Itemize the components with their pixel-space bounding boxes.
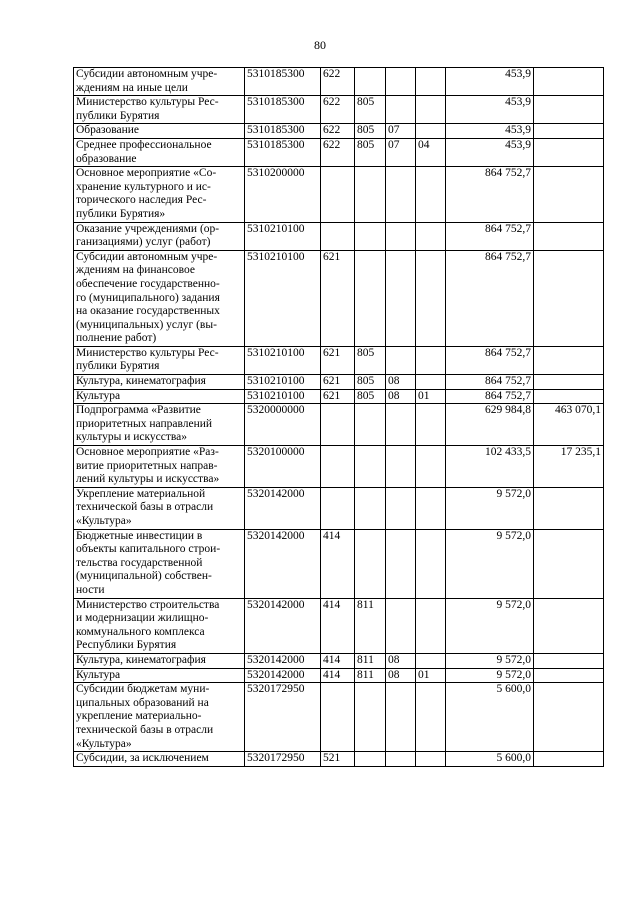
row-name [74, 138, 245, 166]
table-row [74, 68, 604, 96]
table-row [74, 124, 604, 139]
row-name-line: на оказание государственных [76, 305, 220, 318]
row-ministry-code [355, 487, 386, 529]
row-name-line: Образование [76, 124, 140, 137]
row-name [74, 96, 245, 124]
row-name-line: Субсидии бюджетам муни- [76, 683, 210, 696]
table-row [74, 752, 604, 767]
row-amount-2 [534, 683, 604, 752]
table-row [74, 346, 604, 374]
row-section: 08 [386, 668, 416, 683]
row-section: 07 [386, 138, 416, 166]
row-name-line: Субсидии, за исключением [76, 752, 209, 765]
row-name-line: полнение работ) [76, 332, 157, 345]
row-section [386, 167, 416, 222]
table-row [74, 668, 604, 683]
row-amount: 864 752,7 [446, 250, 534, 346]
row-name-line: «Культура» [76, 515, 132, 527]
row-subsection [416, 250, 446, 346]
row-name [74, 404, 245, 446]
row-amount: 629 984,8 [446, 404, 534, 446]
row-code: 5310185300 [245, 124, 321, 139]
row-code: 5310200000 [245, 167, 321, 222]
row-amount: 9 572,0 [446, 668, 534, 683]
table-row [74, 250, 604, 346]
row-amount-2 [534, 653, 604, 668]
row-subsection [416, 752, 446, 767]
row-name-line: Бюджетные инвестиции в [76, 529, 203, 542]
row-ministry-code [355, 446, 386, 488]
row-section [386, 683, 416, 752]
row-code: 5320142000 [245, 487, 321, 529]
row-name-line: Культура [76, 389, 121, 402]
table-row [74, 138, 604, 166]
row-name [74, 346, 245, 374]
row-expense-type: 621 [321, 346, 355, 374]
row-code: 5320142000 [245, 668, 321, 683]
row-section [386, 446, 416, 488]
table-row [74, 375, 604, 390]
row-name-line: и модернизации жилищно- [76, 612, 209, 625]
row-amount: 453,9 [446, 138, 534, 166]
row-name-line: Субсидии автономным учре- [76, 250, 218, 263]
row-code: 5320142000 [245, 529, 321, 598]
row-section [386, 250, 416, 346]
row-code: 5320100000 [245, 446, 321, 488]
row-code: 5310185300 [245, 96, 321, 124]
row-ministry-code [355, 529, 386, 598]
row-section [386, 96, 416, 124]
row-amount-2 [534, 96, 604, 124]
row-name-line: технической базы в отрасли [76, 501, 214, 514]
row-subsection [416, 683, 446, 752]
row-name-line: «Культура» [76, 737, 132, 750]
row-name-line: объекты капитального строи- [76, 543, 221, 556]
row-section: 08 [386, 653, 416, 668]
table-row [74, 683, 604, 752]
row-expense-type: 621 [321, 389, 355, 404]
row-expense-type: 621 [321, 250, 355, 346]
row-subsection [416, 529, 446, 598]
row-section [386, 752, 416, 767]
row-ministry-code [355, 250, 386, 346]
row-name-line: публики Бурятия» [76, 207, 166, 220]
row-expense-type [321, 683, 355, 752]
row-name-line: Культура, кинематография [76, 653, 206, 666]
row-name-line: публики Бурятия [76, 360, 160, 373]
row-amount: 864 752,7 [446, 167, 534, 222]
row-ministry-code [355, 167, 386, 222]
row-subsection [416, 346, 446, 374]
table-row [74, 598, 604, 653]
row-code: 5310210100 [245, 375, 321, 390]
row-expense-type [321, 487, 355, 529]
row-name-line: Основное мероприятие «Со- [76, 167, 217, 180]
row-name-line: Субсидии автономным учре- [76, 68, 218, 80]
row-name [74, 167, 245, 222]
row-name-line: го (муниципального) задания [76, 291, 220, 304]
row-expense-type: 622 [321, 68, 355, 96]
row-subsection [416, 222, 446, 250]
row-amount-2: 17 235,1 [534, 446, 604, 488]
row-name-line: ности [76, 583, 105, 596]
row-name [74, 68, 245, 96]
row-name-line: витие приоритетных направ- [76, 459, 218, 472]
row-name-line: Оказание учреждениями (ор- [76, 222, 220, 235]
row-section: 08 [386, 389, 416, 404]
row-subsection [416, 598, 446, 653]
row-ministry-code: 805 [355, 389, 386, 404]
row-amount: 453,9 [446, 96, 534, 124]
row-code: 5310185300 [245, 138, 321, 166]
row-amount: 864 752,7 [446, 375, 534, 390]
row-subsection [416, 167, 446, 222]
row-name-line: Республики Бурятия [76, 639, 177, 652]
row-code: 5320000000 [245, 404, 321, 446]
row-name-line: укрепление материально- [76, 710, 202, 723]
row-name [74, 487, 245, 529]
row-amount-2 [534, 668, 604, 683]
row-amount: 864 752,7 [446, 346, 534, 374]
row-section [386, 404, 416, 446]
row-amount-2 [534, 346, 604, 374]
row-name-line: ждениям на иные цели [76, 81, 188, 94]
row-code: 5310210100 [245, 250, 321, 346]
row-expense-type [321, 446, 355, 488]
row-amount: 864 752,7 [446, 389, 534, 404]
row-amount-2 [534, 68, 604, 96]
row-amount-2 [534, 250, 604, 346]
row-subsection [416, 404, 446, 446]
row-amount-2 [534, 487, 604, 529]
row-section [386, 529, 416, 598]
row-amount-2 [534, 124, 604, 139]
row-name [74, 250, 245, 346]
row-name-line: публики Бурятия [76, 109, 160, 122]
row-code: 5320142000 [245, 653, 321, 668]
row-name [74, 124, 245, 139]
table-row [74, 222, 604, 250]
row-amount: 453,9 [446, 124, 534, 139]
row-amount-2 [534, 167, 604, 222]
table-row [74, 487, 604, 529]
row-name [74, 446, 245, 488]
row-name-line: Основное мероприятие «Раз- [76, 446, 219, 459]
row-ministry-code [355, 68, 386, 96]
row-ministry-code [355, 683, 386, 752]
row-section [386, 222, 416, 250]
table-row [74, 389, 604, 404]
row-amount: 9 572,0 [446, 487, 534, 529]
row-amount: 9 572,0 [446, 598, 534, 653]
row-amount-2 [534, 598, 604, 653]
row-name-line: (муниципальных) услуг (вы- [76, 318, 217, 331]
row-expense-type: 521 [321, 752, 355, 767]
row-subsection [416, 124, 446, 139]
row-name-line: Подпрограмма «Развитие [76, 404, 201, 417]
row-code: 5310210100 [245, 346, 321, 374]
row-name-line: (муниципальной) собствен- [76, 570, 212, 583]
row-code: 5310185300 [245, 68, 321, 96]
budget-table [73, 67, 604, 767]
row-subsection: 04 [416, 138, 446, 166]
row-code: 5320172950 [245, 683, 321, 752]
row-subsection [416, 487, 446, 529]
row-name [74, 598, 245, 653]
row-amount: 9 572,0 [446, 529, 534, 598]
row-name-line: культуры и искусства» [76, 431, 188, 444]
row-ministry-code [355, 222, 386, 250]
table-row [74, 653, 604, 668]
row-ministry-code: 811 [355, 668, 386, 683]
row-ministry-code: 805 [355, 96, 386, 124]
row-amount-2 [534, 529, 604, 598]
row-name-line: коммунального комплекса [76, 625, 205, 638]
row-ministry-code: 811 [355, 653, 386, 668]
row-expense-type [321, 404, 355, 446]
row-code: 5310210100 [245, 222, 321, 250]
table-row [74, 446, 604, 488]
row-amount-2 [534, 138, 604, 166]
row-name-line: Культура, кинематография [76, 375, 206, 388]
row-name-line: приоритетных направлений [76, 417, 213, 430]
row-subsection [416, 375, 446, 390]
row-name-line: Министерство строительства [76, 598, 220, 611]
row-name-line: Среднее профессиональное [76, 138, 212, 151]
row-name-line: технической базы в отрасли [76, 723, 214, 736]
row-name-line: лений культуры и искусства» [76, 473, 220, 486]
row-section [386, 346, 416, 374]
row-subsection [416, 446, 446, 488]
row-amount: 102 433,5 [446, 446, 534, 488]
row-amount: 5 600,0 [446, 752, 534, 767]
table-row [74, 529, 604, 598]
row-subsection: 01 [416, 668, 446, 683]
row-subsection [416, 68, 446, 96]
row-name-line: торического наследия Рес- [76, 194, 207, 207]
row-expense-type [321, 167, 355, 222]
row-amount: 453,9 [446, 68, 534, 96]
row-name-line: Министерство культуры Рес- [76, 346, 219, 359]
row-amount-2 [534, 222, 604, 250]
row-expense-type: 414 [321, 668, 355, 683]
row-ministry-code: 805 [355, 138, 386, 166]
row-code: 5320142000 [245, 598, 321, 653]
row-name [74, 389, 245, 404]
page-number: 80 [314, 38, 326, 52]
row-name-line: ципальных образований на [76, 696, 209, 709]
row-section: 07 [386, 124, 416, 139]
row-amount-2 [534, 389, 604, 404]
table-row [74, 167, 604, 222]
row-amount: 9 572,0 [446, 653, 534, 668]
row-name-line: Укрепление материальной [76, 487, 206, 500]
row-section [386, 68, 416, 96]
row-name-line: Культура [76, 668, 121, 681]
row-expense-type: 622 [321, 124, 355, 139]
row-code: 5310210100 [245, 389, 321, 404]
row-ministry-code [355, 404, 386, 446]
row-subsection: 01 [416, 389, 446, 404]
row-name-line: обеспечение государственно- [76, 277, 220, 290]
row-name-line: Министерство культуры Рес- [76, 96, 219, 109]
row-name-line: образование [76, 152, 137, 165]
row-name [74, 529, 245, 598]
row-subsection [416, 96, 446, 124]
row-name [74, 222, 245, 250]
row-amount: 864 752,7 [446, 222, 534, 250]
row-section [386, 598, 416, 653]
row-ministry-code: 805 [355, 346, 386, 374]
row-ministry-code: 805 [355, 124, 386, 139]
row-amount: 5 600,0 [446, 683, 534, 752]
row-name [74, 683, 245, 752]
row-code: 5320172950 [245, 752, 321, 767]
row-name-line: ждениям на финансовое [76, 264, 196, 277]
row-name [74, 668, 245, 683]
row-ministry-code: 811 [355, 598, 386, 653]
row-name [74, 752, 245, 767]
table-row [74, 404, 604, 446]
row-section [386, 487, 416, 529]
table-row [74, 96, 604, 124]
row-expense-type: 622 [321, 138, 355, 166]
row-ministry-code: 805 [355, 375, 386, 390]
row-subsection [416, 653, 446, 668]
row-expense-type [321, 222, 355, 250]
row-name [74, 375, 245, 390]
row-amount-2: 463 070,1 [534, 404, 604, 446]
row-amount-2 [534, 375, 604, 390]
row-amount-2 [534, 752, 604, 767]
row-expense-type: 414 [321, 653, 355, 668]
row-name-line: хранение культурного и ис- [76, 180, 211, 193]
row-expense-type: 621 [321, 375, 355, 390]
row-name-line: тельства государственной [76, 556, 203, 569]
row-expense-type: 414 [321, 529, 355, 598]
row-expense-type: 414 [321, 598, 355, 653]
row-ministry-code [355, 752, 386, 767]
row-name [74, 653, 245, 668]
row-name-line: ганизациями) услуг (работ) [76, 236, 211, 249]
row-expense-type: 622 [321, 96, 355, 124]
row-section: 08 [386, 375, 416, 390]
